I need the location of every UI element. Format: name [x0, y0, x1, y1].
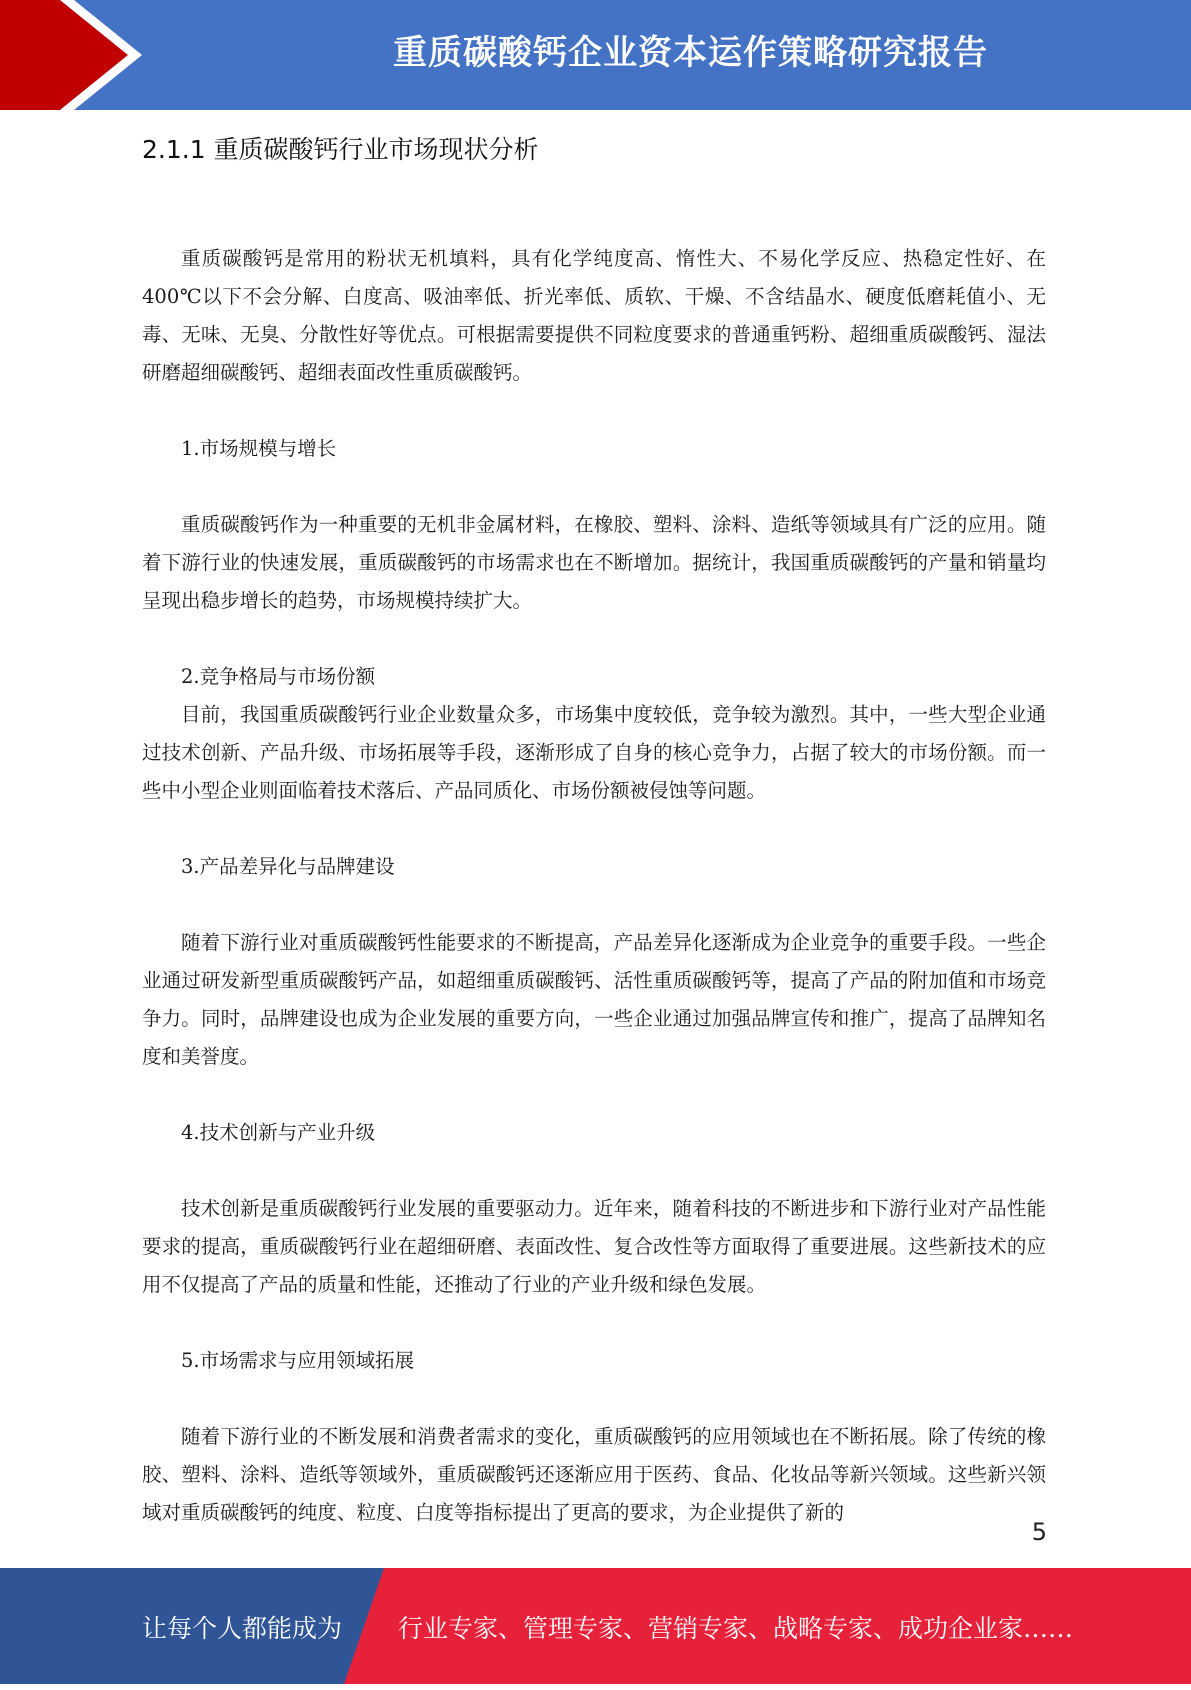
paragraph-market-size: 重质碳酸钙作为一种重要的无机非金属材料，在橡胶、塑料、涂料、造纸等领域具有广泛的应用。随着下游行业的快速发展，重质碳酸钙的市场需求也在不断增加。据统计，我国重质碳酸钙的产量和销量均呈现出稳步增长的趋势，市场规模持续扩大。 — [142, 513, 1046, 612]
footer-slogan-left: 让每个人都能成为 — [142, 1614, 343, 1643]
subheading-demand: 5.市场需求与应用领域拓展 — [181, 1349, 415, 1372]
paragraph-competition: 目前，我国重质碳酸钙行业企业数量众多，市场集中度较低，竞争较为激烈。其中，一些大型企业通过技术创新、产品升级、市场拓展等手段，逐渐形成了自身的核心竞争力，占据了较大的市场份额。而一些中小型企业则面临着技术落后、产品同质化、市场份额被侵蚀等问题。 — [142, 703, 1046, 802]
page-footer — [0, 1568, 1191, 1684]
subheading-competition: 2.竞争格局与市场份额 — [181, 665, 376, 688]
paragraph-innovation: 技术创新是重质碳酸钙行业发展的重要驱动力。近年来，随着科技的不断进步和下游行业对产品性能要求的提高，重质碳酸钙行业在超细研磨、表面改性、复合改性等方面取得了重要进展。这些新技术的应用不仅提高了产品的质量和性能，还推动了行业的产业升级和绿色发展。 — [142, 1197, 1046, 1296]
page-header — [0, 0, 1191, 110]
subheading-differentiation: 3.产品差异化与品牌建设 — [181, 855, 395, 878]
paragraph-differentiation: 随着下游行业对重质碳酸钙性能要求的不断提高，产品差异化逐渐成为企业竞争的重要手段。一些企业通过研发新型重质碳酸钙产品，如超细重质碳酸钙、活性重质碳酸钙等，提高了产品的附加值和市场竞争力。同时，品牌建设也成为企业发展的重要方向，一些企业通过加强品牌宣传和推广，提高了品牌知名度和美誉度。 — [142, 931, 1046, 1068]
page-number: 5 — [1031, 1518, 1047, 1546]
subheading-market-size: 1.市场规模与增长 — [181, 437, 337, 460]
section-heading: 2.1.1 重质碳酸钙行业市场现状分析 — [142, 135, 539, 164]
header-arrow-decoration — [0, 0, 150, 110]
main-content — [142, 128, 1046, 1532]
paragraph-demand: 随着下游行业的不断发展和消费者需求的变化，重质碳酸钙的应用领域也在不断拓展。除了传统的橡胶、塑料、涂料、造纸等领域外，重质碳酸钙还逐渐应用于医药、食品、化妆品等新兴领域。这些新兴领域对重质碳酸钙的纯度、粒度、白度等指标提出了更高的要求，为企业提供了新的 — [142, 1425, 1046, 1524]
subheading-innovation: 4.技术创新与产业升级 — [181, 1121, 376, 1144]
footer-slogan-right: 行业专家、管理专家、营销专家、战略专家、成功企业家…… — [398, 1614, 1074, 1643]
intro-paragraph: 重质碳酸钙是常用的粉状无机填料，具有化学纯度高、惰性大、不易化学反应、热稳定性好、在 400℃以下不会分解、白度高、吸油率低、折光率低、质软、干燥、不含结晶水、硬度低磨耗值小、无毒、无味、无臭、分散性好等优点。可根据需要提供不同粒度要求的普通重钙粉、超细重质碳酸钙、湿法研磨超细碳酸钙、超细表面改性重质碳酸钙。 — [142, 247, 1046, 384]
report-title: 重质碳酸钙企业资本运作策略研究报告 — [393, 33, 988, 73]
